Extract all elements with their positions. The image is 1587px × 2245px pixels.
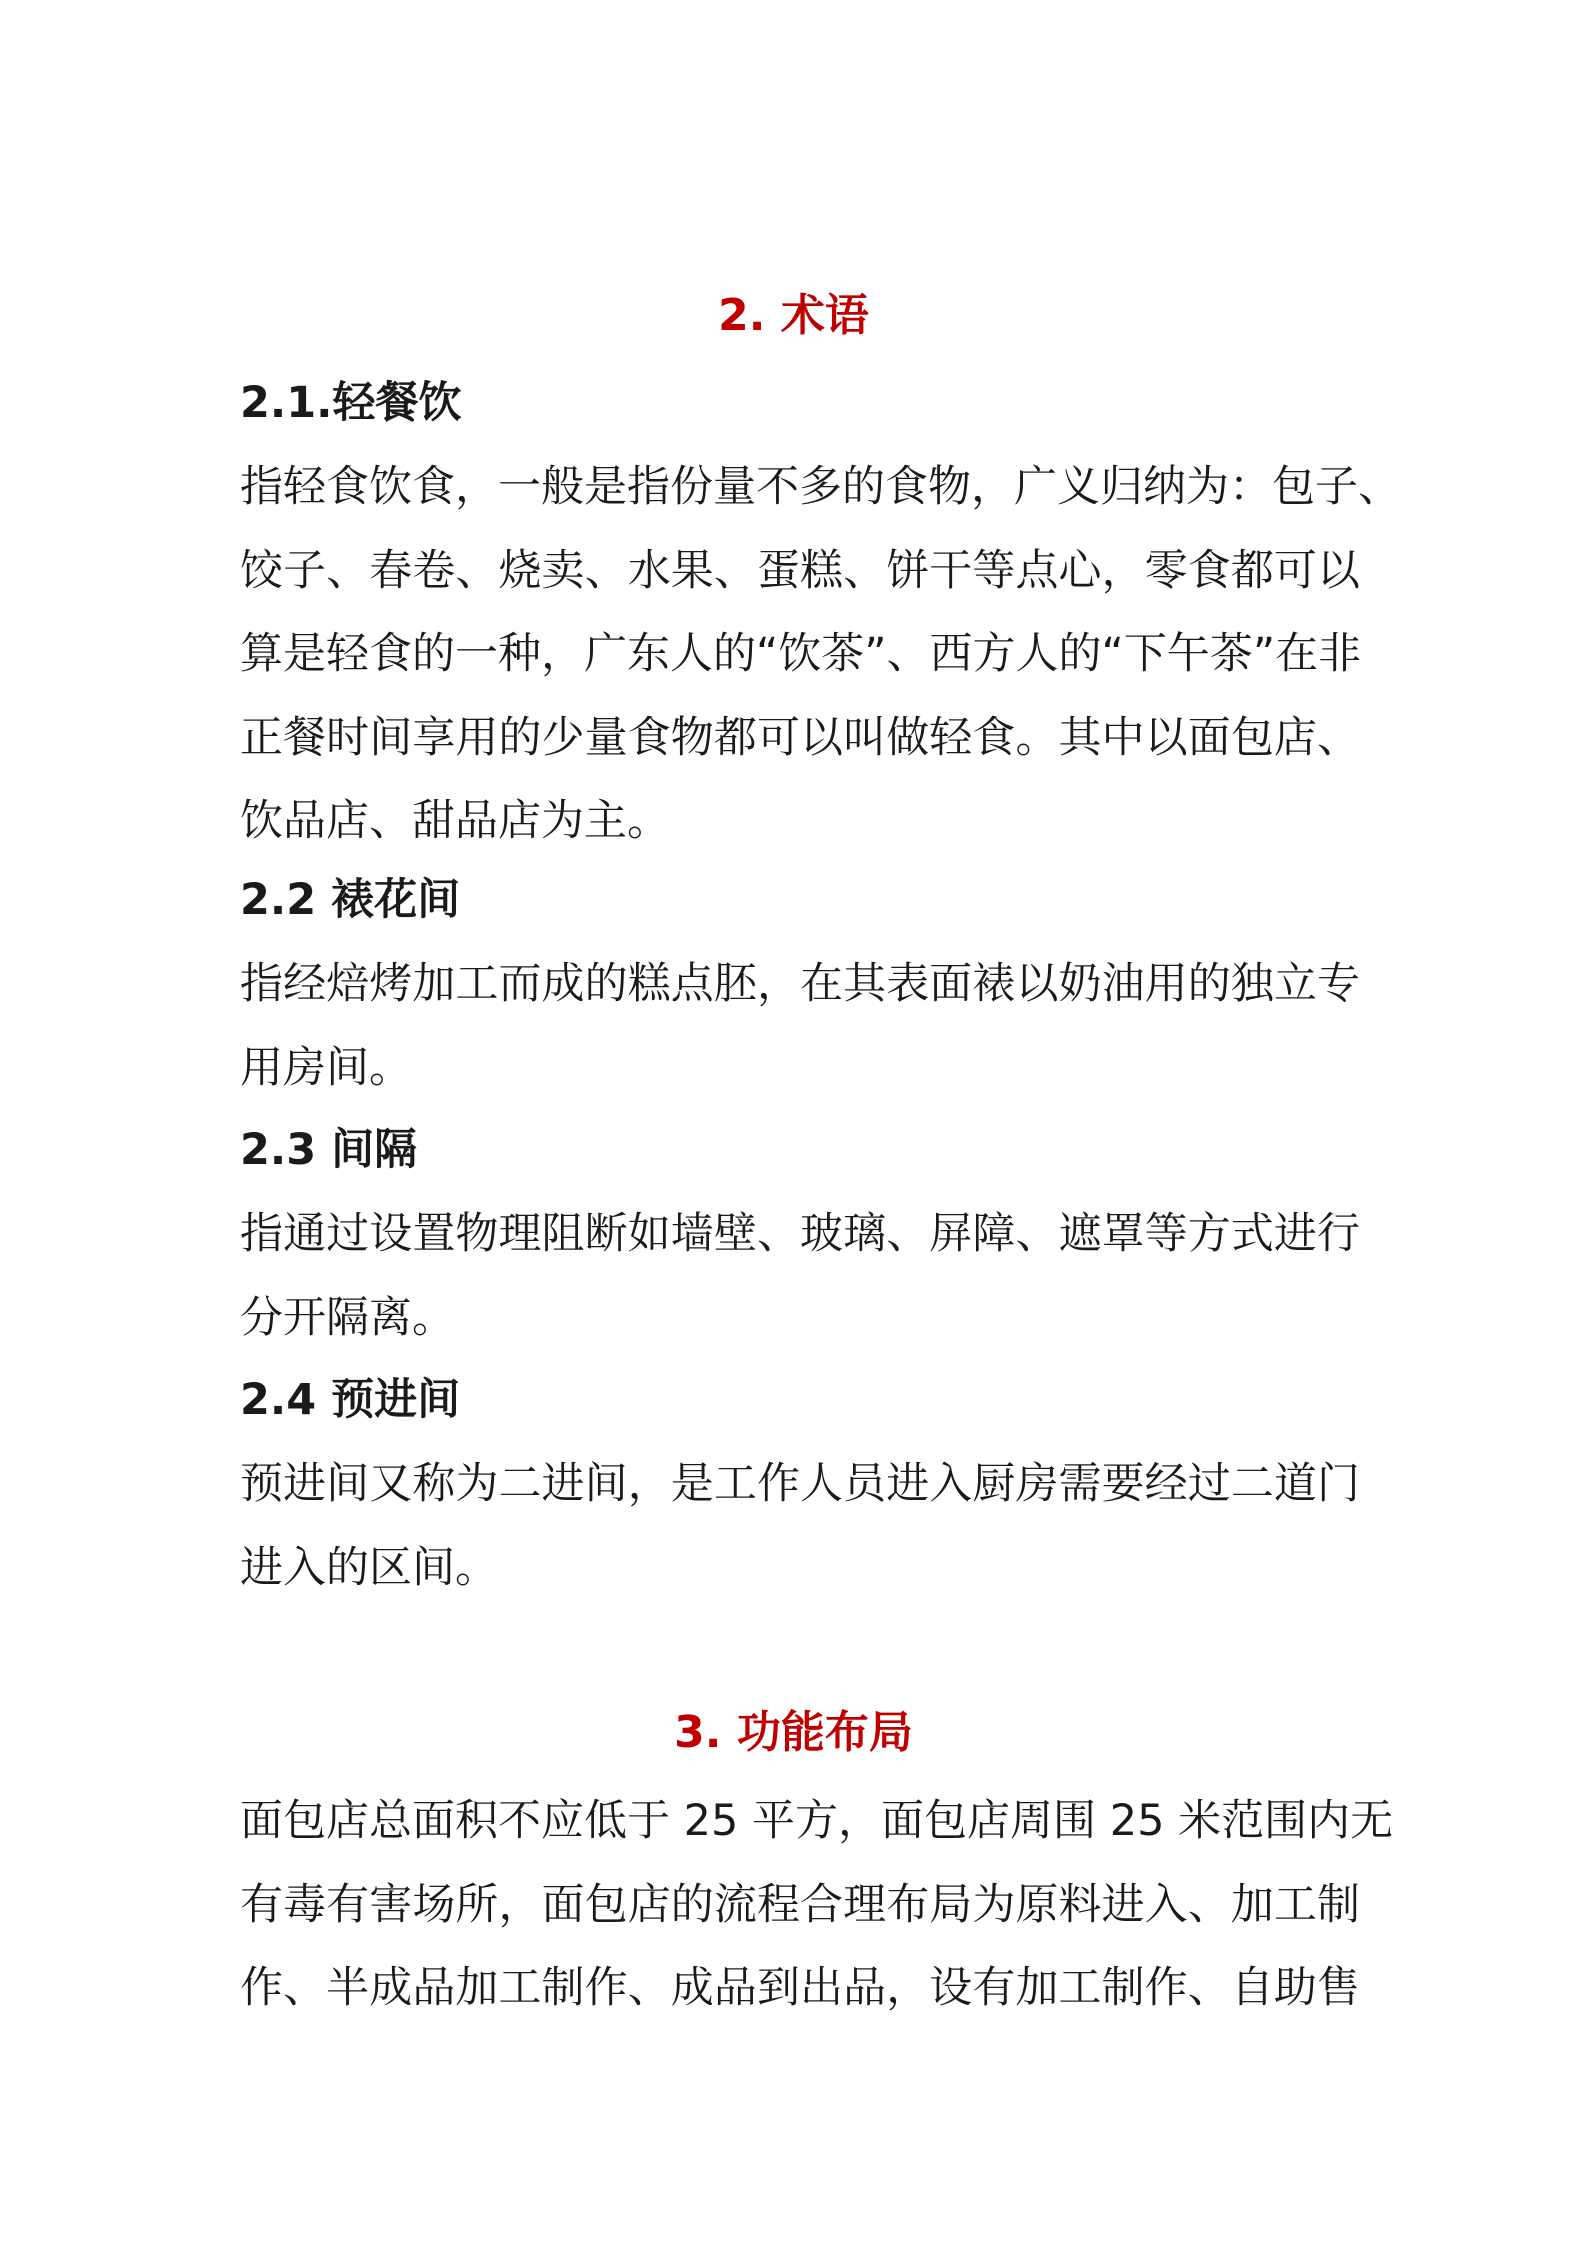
definition-line: 指经焙烤加工而成的糕点胚，在其表面裱以奶油用的独立专 (240, 959, 1360, 1009)
term-number: 2.3 (240, 1125, 317, 1175)
term-definition-2-1 (240, 446, 1401, 864)
term-number: 2.2 (240, 875, 317, 925)
term-heading-2-4 (240, 1370, 460, 1430)
definition-line: 分开隔离。 (240, 1292, 455, 1343)
body-line: 作、半成品加工制作、成品到出品，设有加工制作、自助售 (240, 1963, 1360, 2013)
section-2-title: 2. 术语 (718, 290, 869, 341)
term-definition-2-4 (240, 1443, 1360, 1610)
term-heading-2-1 (240, 373, 462, 433)
term-name: 预进间 (316, 1375, 461, 1425)
term-number: 2.4 (240, 1375, 317, 1425)
term-heading-2-2 (240, 870, 460, 930)
term-name: 间隔 (316, 1125, 418, 1175)
definition-line: 指轻食饮食，一般是指份量不多的食物，广义归纳为：包子、 (240, 462, 1401, 512)
definition-line: 算是轻食的一种，广东人的“饮茶”、西方人的“下午茶”在非 (240, 629, 1362, 679)
definition-line: 进入的区间。 (240, 1542, 498, 1593)
section-3-title: 3. 功能布局 (674, 1707, 913, 1758)
term-number: 2.1. (240, 378, 333, 428)
definition-line: 指通过设置物理阻断如墙壁、玻璃、屏障、遮罩等方式进行 (240, 1209, 1360, 1259)
term-definition-2-3 (240, 1193, 1360, 1360)
definition-line: 正餐时间享用的少量食物都可以叫做轻食。其中以面包店、 (240, 712, 1360, 763)
term-name: 裱花间 (316, 875, 461, 925)
term-heading-2-3 (240, 1120, 417, 1180)
definition-line: 用房间。 (240, 1042, 412, 1093)
definition-line: 饮品店、甜品店为主。 (240, 796, 670, 846)
term-name: 轻餐饮 (332, 378, 462, 428)
section-3-body (240, 1780, 1394, 2031)
body-line: 面包店总面积不应低于 25 平方，面包店周围 25 米范围内无 (240, 1796, 1394, 1846)
body-line: 有毒有害场所，面包店的流程合理布局为原料进入、加工制 (240, 1879, 1360, 1930)
definition-line: 预进间又称为二进间，是工作人员进入厨房需要经过二道门 (240, 1459, 1360, 1509)
term-definition-2-2 (240, 943, 1360, 1110)
definition-line: 饺子、春卷、烧卖、水果、蛋糕、饼干等点心，零食都可以 (240, 545, 1360, 596)
